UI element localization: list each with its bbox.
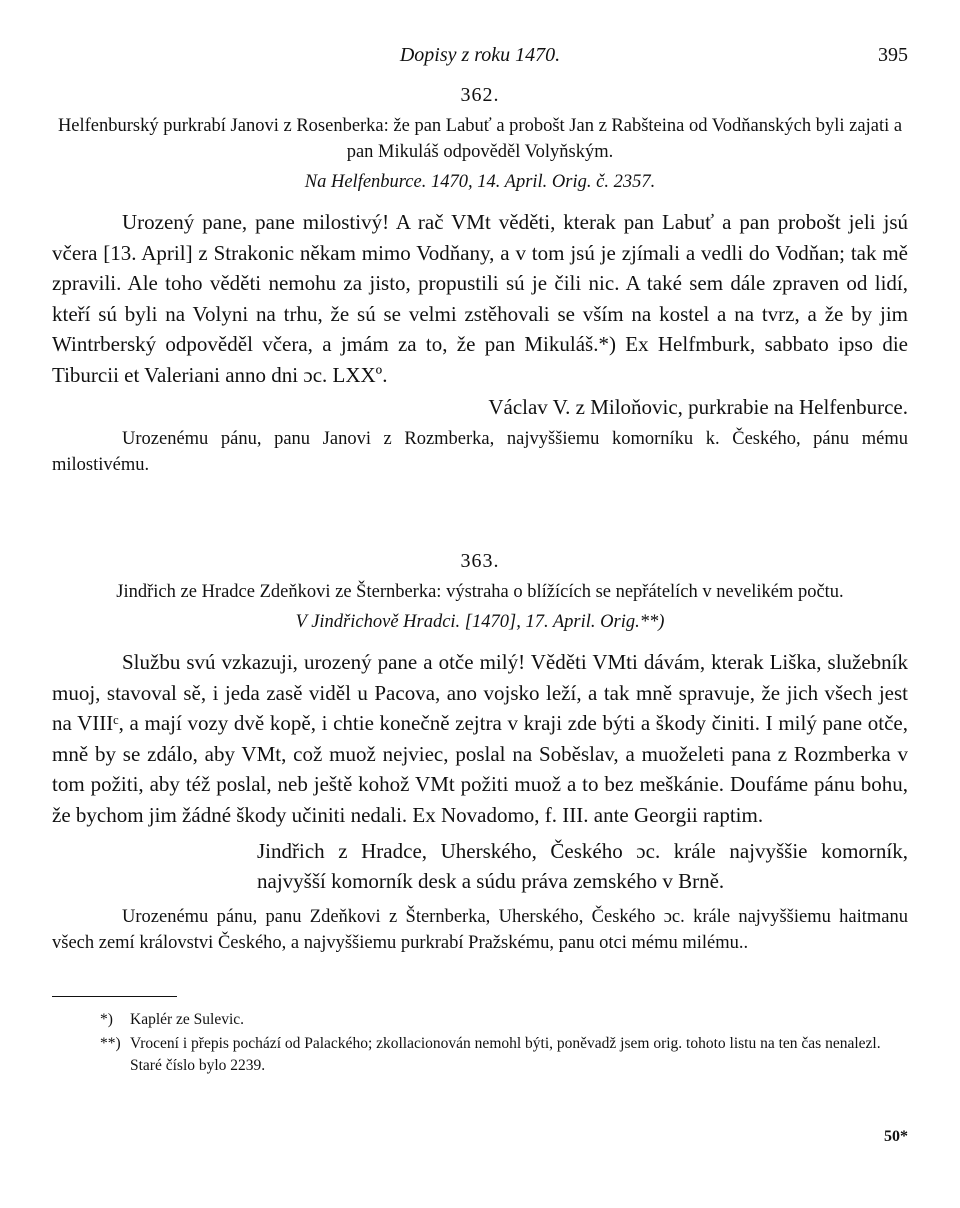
page-number: 395 — [878, 44, 908, 66]
section-gap — [52, 478, 908, 540]
letter-address: Urozenému pánu, panu Janovi z Rozmberka, najvyššiemu komorníku k. Českého, pánu mému milostivému. — [52, 429, 908, 475]
letter-body: Službu svú vzkazuji, urozený pane a otče milý! Věděti VMti dávám, kterak Liška, služebník muoj, stavoval sě, i jeda zasě viděl u Pacova, ano vojsko leží, a tak mně spravuje, že jich všech jest na VIIIᶜ, a mají vozy dvě kopě, i chtie konečně zejtra v kraji zde býti a škody činiti. I milý pane otče, mně by se zdálo, aby VMt, což muož nejviec, poslal na Soběslav, a muoželeti pana z Rozmberka v tom požiti, aby též poslal, neb ještě kohož VMt požiti muož a to bez meškánie. Doufáme pánu bohu, že bychom jim žádné škody učiniti nedali. Ex Novadomo, f. III. ante Georgii raptim. — [52, 650, 908, 827]
footnote-text: Kaplér ze Sulevic. — [130, 1011, 245, 1028]
letter-signature: Václav V. z Miloňovic, purkrabie na Helfenburce. — [488, 395, 908, 419]
footnote-text: Vrocení i přepis pochází od Palackého; zkollacionován nemohl býti, poněvadž jsem orig. tohoto listu na ten čas nenalezl. Staré číslo bylo 2239. — [130, 1035, 881, 1074]
running-title: Dopisy z roku 1470. — [399, 44, 561, 66]
letter-address: Urozenému pánu, panu Zdeňkovi z Šternberka, Uherského, Českého ɔc. krále najvyššiemu haitmanu všech zemí královstvi Českého, a najvyššiemu purkrabí Pražskému, panu otci mému milému.. — [52, 907, 908, 953]
letter-dating: Na Helfenburce. 1470, 14. April. Orig. č. 2357. — [304, 172, 656, 192]
letter-signature: Jindřich z Hradce, Uherského, Českého ɔc. krále najvyššie komorník, najvyšší komorník desk a súdu práva zemského v Brně. — [257, 839, 908, 893]
signature-mark: 50* — [884, 1128, 908, 1145]
footnote-mark: **) — [100, 1035, 121, 1052]
letter-body: Urozený pane, pane milostivý! A rač VMt věděti, kterak pan Labuť a pan probošt jeli jsú včera [13. April] z Strakonic někam mimo Vodňany, a v tom jsú je zjímali a vedli do Vodňan; tak mě zpravili. Ale toho věděti nemohu za jisto, propustili sú je čili nic. A také sem dále zpraven od lidí, kteří sú byli na Volyni na trhu, že sú se velmi zstěhovali se vším na kostel a na tvrz, a že by jim Wintrberský odpověděl včera, a jmám za to, že pan Mikuláš.*) Ex Helfmburk, sabbato ipso die Tiburcii et Valeriani anno dni ɔc. LXXº. — [52, 210, 908, 387]
footnote — [52, 1033, 908, 1077]
letter-number: 363. — [460, 550, 500, 572]
letter-dating: V Jindřichově Hradci. [1470], 17. April. Orig.**) — [295, 612, 665, 632]
footnote — [52, 1009, 908, 1031]
letter-363 — [52, 550, 908, 956]
letter-regest: Helfenburský purkrabí Janovi z Rosenberka: že pan Labuť a probošt Jan z Rabšteina od Vodňanských byli zajati a pan Mikuláš odpověděl Volyňským. — [57, 116, 903, 162]
running-head — [52, 40, 908, 74]
page — [52, 40, 908, 1079]
letter-number: 362. — [460, 84, 500, 106]
footnote-mark: *) — [100, 1011, 113, 1028]
letter-362 — [52, 84, 908, 478]
footnote-rule — [52, 996, 177, 997]
letter-regest: Jindřich ze Hradce Zdeňkovi ze Šternberka: výstraha o blížících se nepřátelích v nevelikém počtu. — [116, 582, 844, 602]
